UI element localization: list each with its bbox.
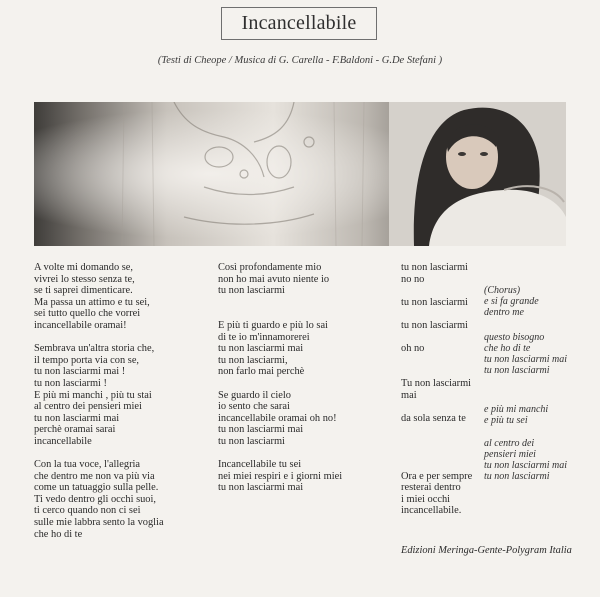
lyric-line: Incancellabile tu sei — [218, 459, 302, 471]
lyric-line — [401, 448, 472, 460]
lyric-line: sei tutto quello che vorrei — [34, 308, 141, 320]
lyric-line: se ti saprei dimenticare. — [34, 285, 133, 297]
lyric-line: resterai dentro — [401, 482, 461, 494]
lyric-line: tu non lasciarmi mai — [218, 343, 304, 355]
chorus-line: pensieri miei — [484, 449, 536, 460]
lyric-line — [401, 285, 472, 297]
lyric-line — [401, 424, 472, 436]
lyric-line: Tu non lasciarmi — [401, 377, 472, 389]
lyric-line: E più ti guardo e più lo sai — [218, 319, 328, 331]
lyric-line: Sembrava un'altra storia che, — [34, 343, 155, 355]
lyric-line: il tempo porta via con se, — [34, 354, 140, 366]
lyrics-column-middle — [218, 262, 342, 494]
chorus-line: e più mi manchi — [484, 404, 549, 415]
lyric-line: non ho mai avuto niente io — [218, 273, 330, 285]
lyric-line: E più mi manchi , più tu stai — [34, 389, 152, 401]
chorus-line: e si fa grande — [484, 296, 539, 307]
lyric-line — [34, 332, 164, 344]
lyric-line: no no — [401, 273, 425, 285]
song-title: Incancellabile — [221, 7, 377, 40]
lyric-line: Ora e per sempre — [401, 470, 473, 482]
chorus-block — [484, 404, 548, 426]
lyric-line — [218, 308, 342, 320]
lyric-line — [401, 401, 472, 413]
lyric-line — [218, 378, 342, 390]
lyric-line: Con la tua voce, l'allegria — [34, 459, 141, 471]
chorus-line: tu non lasciarmi mai — [484, 460, 568, 471]
chorus-line: tu non lasciarmi — [484, 471, 550, 482]
lyric-line: incancellabile oramai oh no! — [218, 412, 337, 424]
chorus-line: che ho di te — [484, 343, 531, 354]
lyric-line: tu non lasciarmi, — [218, 354, 288, 366]
lyric-line: tu non lasciarmi — [218, 285, 285, 297]
lyric-line: di te io m'innamorerei — [218, 331, 310, 343]
lyric-line — [218, 297, 342, 309]
lyric-line: tu non lasciarmi ! — [34, 377, 108, 389]
lyric-line: tu non lasciarmi mai — [218, 482, 304, 494]
lyric-line: tu non lasciarmi — [218, 435, 285, 447]
lyrics-column-right — [401, 262, 472, 517]
lyric-line: incancellabile oramai! — [34, 319, 127, 331]
lyric-line: Se guardo il cielo — [218, 389, 292, 401]
chorus-line: tu non lasciarmi mai — [484, 354, 568, 365]
chorus-line: tu non lasciarmi — [484, 365, 550, 376]
lyric-line: incancellabile — [34, 435, 92, 447]
lyric-line: al centro dei pensieri miei — [34, 401, 142, 413]
lyric-line: da sola senza te — [401, 412, 466, 424]
lyric-line — [401, 459, 472, 471]
lyric-line — [401, 355, 472, 367]
lyric-line — [401, 436, 472, 448]
lyric-line: sulle mie labbra sento la voglia — [34, 517, 164, 529]
lyric-line: tu non lasciarmi mai — [218, 424, 304, 436]
lyric-line: ti cerco quando non ci sei — [34, 505, 141, 517]
lyric-line — [401, 332, 472, 344]
lyric-line: mai — [401, 389, 417, 401]
chorus-line: dentro me — [484, 307, 524, 318]
lyric-line: nei miei respiri e i giorni miei — [218, 470, 343, 482]
chorus-block — [484, 285, 539, 318]
lyric-line: tu non lasciarmi mai — [34, 412, 120, 424]
lyric-line: tu non lasciarmi mai ! — [34, 366, 126, 378]
lyric-line — [218, 448, 342, 460]
lyric-line: Così profondamente mio — [218, 262, 322, 273]
lyric-line: i miei occhi — [401, 493, 451, 505]
chorus-line: (Chorus) — [484, 285, 521, 296]
lyric-line: oh no — [401, 343, 425, 355]
chorus-block — [484, 438, 567, 482]
lyric-line: non farlo mai perchè — [218, 366, 305, 378]
lyric-line: tu non lasciarmi — [401, 296, 468, 308]
chorus-line: al centro dei — [484, 438, 535, 449]
lyric-line: io sento che sarai — [218, 401, 290, 413]
lyric-line: tu non lasciarmi — [401, 262, 468, 273]
chorus-block — [484, 332, 567, 376]
lyric-line: incancellabile. — [401, 505, 462, 517]
lyric-line: A volte mi domando se, — [34, 262, 133, 273]
lyric-line: tu non lasciarmi — [401, 319, 468, 331]
lyric-line — [401, 366, 472, 378]
lyric-line: vivrei lo stesso senza te, — [34, 273, 135, 285]
chorus-line: questo bisogno — [484, 332, 545, 343]
lyrics-column-left — [34, 262, 164, 540]
lyric-line: perchè oramai sarai — [34, 424, 116, 436]
lyric-line — [34, 448, 164, 460]
lyric-line — [401, 308, 472, 320]
credits-line: (Testi di Cheope / Musica di G. Carella - F.Baldoni - G.De Stefani ) — [157, 55, 443, 66]
cover-photo — [34, 102, 566, 246]
lyric-line: Ti vedo dentro gli occhi suoi, — [34, 493, 156, 505]
lyric-line: che ho di te — [34, 528, 83, 540]
lyric-line: che dentro me non va più via — [34, 470, 155, 482]
lyric-line: come un tatuaggio sulla pelle. — [34, 482, 159, 494]
lyric-line: Ma passa un attimo e tu sei, — [34, 296, 150, 308]
publisher-credit: Edizioni Meringa-Gente-Polygram Italia — [401, 545, 572, 556]
chorus-line: e più tu sei — [484, 415, 528, 426]
